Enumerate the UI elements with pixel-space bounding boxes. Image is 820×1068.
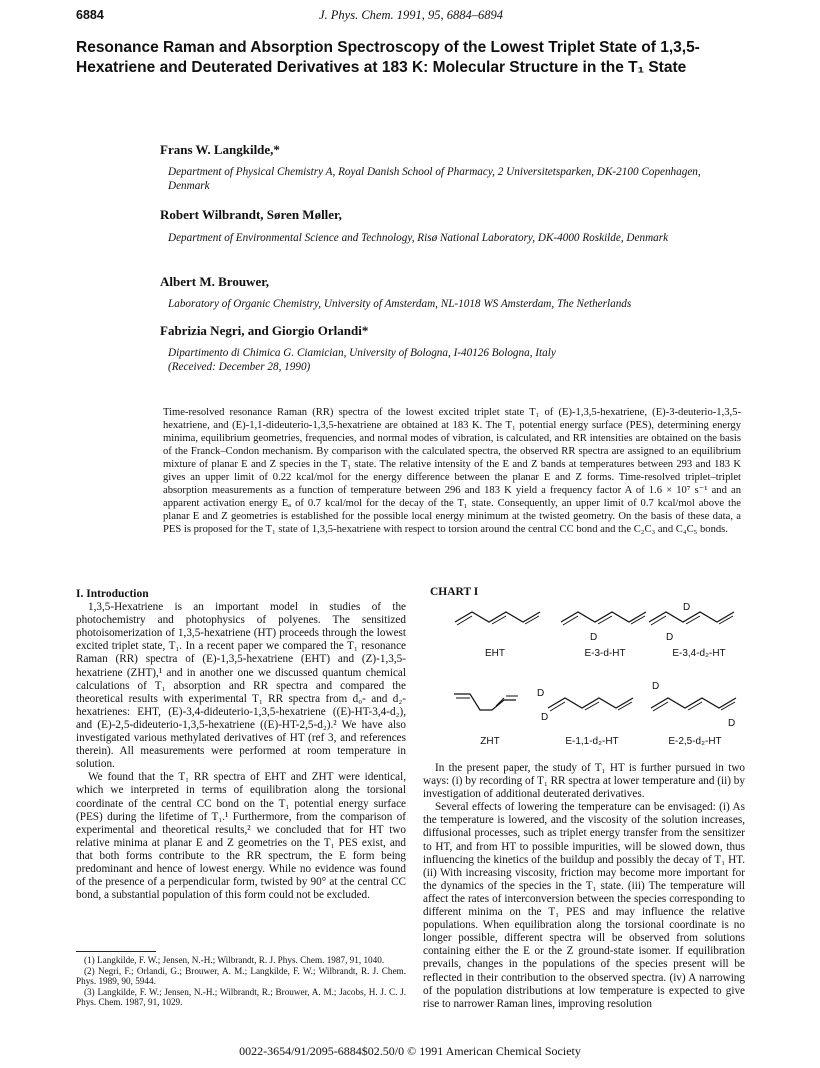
right-column-text	[423, 762, 745, 1011]
introduction-section	[76, 588, 406, 902]
molecule-label: E-2,5-d₂-HT	[668, 736, 722, 747]
deuterium-label: D	[590, 632, 598, 643]
structure-e-1-1-d2-ht	[545, 690, 640, 720]
footnote-3: (3) Langkilde, F. W.; Jensen, N.-H.; Wilbrandt, R.; Brouwer, A. M.; Jacobs, H. J. C. J. Phys. Chem. 1987, 91, 1029.	[76, 986, 406, 1008]
intro-paragraph-2: We found that the T₁ RR spectra of EHT and ZHT were identical, which we interpreted in terms of equilibration along the torsional coordinate of the central CC bond on the T₁ potential energy surface (PES) during the lifetime of T₁.¹ Furthermore, from the comparison of experimental and theoretical results,² we concluded that for HT two relative minima at planar E and Z geometries on the T₁ PES exist, and that both forms contribute to the RR spectrum, the E form being predominant and hence of lowest energy. While no evidence was found of the presence of a perpendicular form, twisted by 90° at the central CC bond, a substantial population of this form could not be excluded.	[76, 771, 406, 902]
author-3: Albert M. Brouwer,	[160, 274, 270, 289]
structure-e-2-5-d2-ht	[648, 690, 743, 720]
deuterium-label: D	[728, 718, 736, 729]
footnote-rule	[76, 951, 156, 952]
deuterium-label: D	[666, 632, 674, 643]
deuterium-label: D	[541, 712, 549, 723]
affiliation-2: Department of Environmental Science and Technology, Risø National Laboratory, DK-4000 Roskilde, Denmark	[168, 232, 669, 244]
structure-e-3-4-d2-ht	[646, 600, 741, 630]
deuterium-label: D	[652, 681, 660, 692]
author-1: Frans W. Langkilde,*	[160, 142, 280, 157]
chart-title: CHART I	[430, 586, 479, 598]
structure-e-3-d-ht	[558, 600, 653, 630]
article-title: Resonance Raman and Absorption Spectroscopy of the Lowest Triplet State of 1,3,5-Hexatriene and Deuterated Derivatives at 183 K: Molecular Structure in the T₁ State	[76, 39, 700, 76]
intro-paragraph-1: 1,3,5-Hexatriene is an important model in studies of the photochemistry and photophysics of polyenes. The sensitized photoisomerization of 1,3,5-hexatriene (HT) proceeds through the lowest excited triplet state, T₁. In a recent paper we compared the T₁ resonance Raman (RR) spectra of (E)-1,3,5-hexatriene (EHT) and (Z)-1,3,5-hexatriene (ZHT),¹ and in another one we discussed quantum chemical calculations of T₁ absorption and RR spectra and compared the theoretical results with experimental T₁ RR spectra from d₀- and d₂-hexatrienes: EHT, (E)-3,4-dideuterio-1,3,5-hexatriene ((E)-HT-3,4-d₂), and (E)-2,5-dideuterio-1,3,5-hexatriene ((E)-HT-2,5-d₂).² We have also investigated various methylated derivatives of HT (ref 3, and references therein). All measurements were performed at room temperature in solution.	[76, 601, 406, 771]
molecule-label: E-1,1-d₂-HT	[565, 736, 619, 747]
structure-zht	[452, 688, 532, 722]
running-header	[76, 8, 746, 24]
deuterium-label: D	[537, 688, 545, 699]
footnotes	[76, 955, 406, 1008]
deuterium-label: D	[683, 602, 691, 613]
page-number: 6884	[76, 8, 104, 22]
abstract	[163, 406, 741, 536]
molecule-label: EHT	[485, 648, 505, 659]
molecule-label: E-3,4-d₂-HT	[672, 648, 726, 659]
affiliation-1: Department of Physical Chemistry A, Royal Danish School of Pharmacy, 2 Universitetsparken, DK-2100 Copenhagen, Denmark	[168, 166, 701, 192]
molecule-label: ZHT	[480, 736, 500, 747]
abstract-text: Time-resolved resonance Raman (RR) spectra of the lowest excited triplet state T₁ of (E)-1,3,5-hexatriene, (E)-3-deuterio-1,3,5-hexatriene, and (E)-1,1-dideuterio-1,3,5-hexatriene are obtained at 183 K. The T₁ potential energy surface (PES), determining energy minima, equilibrium geometries, frequencies, and normal modes of vibration, is calculated, and RR intensities are obtained on the basis of the Franck–Condon mechanism. By comparison with the calculated spectra, the observed RR spectra are assigned to an equilibrium mixture of planar E and Z species in the T₁ state. The relative intensity of the E and Z bands at temperatures between 293 and 183 K gives an upper limit of 0.22 kcal/mol for the energy difference between the planar E and Z forms. Time-resolved triplet–triplet absorption measurements as a function of temperature between 296 and 183 K yield a frequency factor A of 1.6 × 10⁷ s⁻¹ and an apparent activation energy Eₐ of 0.7 kcal/mol for the decay of the T₁ state. Consequently, an upper limit of 0.7 kcal/mol above the planar E and Z geometries is established for the possible local energy minimum at the twisted geometry. On the basis of these data, a PES is proposed for the T₁ state of 1,3,5-hexatriene with respect to torsion around the central CC bond and the C₂C₃ and C₄C₅ bonds.	[163, 407, 741, 535]
footnote-2: (2) Negri, F.; Orlandi, G.; Brouwer, A. M.; Langkilde, F. W.; Wilbrandt, R. J. Chem. Phys. 1989, 90, 5944.	[76, 965, 406, 987]
author-4: Fabrizia Negri, and Giorgio Orlandi*	[160, 323, 369, 338]
footnote-1: (1) Langkilde, F. W.; Jensen, N.-H.; Wilbrandt, R. J. Phys. Chem. 1987, 91, 1040.	[84, 955, 385, 965]
structure-eht	[452, 600, 547, 630]
journal-citation: J. Phys. Chem. 1991, 95, 6884–6894	[318, 8, 503, 22]
affiliation-3: Laboratory of Organic Chemistry, University of Amsterdam, NL-1018 WS Amsterdam, The Netherlands	[168, 298, 632, 310]
section-heading: I. Introduction	[76, 588, 149, 600]
received-date: (Received: December 28, 1990)	[168, 361, 311, 373]
molecule-label: E-3-d-HT	[584, 648, 626, 659]
body-paragraph: Several effects of lowering the temperature can be envisaged: (i) As the temperature is lowered, and the viscosity of the solution increases, diffusional processes, such as triplet energy transfer from the sensitizer to HT, and from HT to possible impurities, will be slowed down, thus influencing the kinetics of the buildup and possibly the decay of T₁ HT. (ii) With increasing viscosity, friction may become more important for the dynamics of the species in the T₁ state. (iii) The temperature will affect the rates of interconversion between the species corresponding to different minima on the T₁ PES and may influence the relative populations. When equilibration along the torsional coordinate is no longer possible, different spectra will be observed from solutions containing either the E or the Z ground-state isomer. If equilibration prevails, changes in the populations of the species present will be reflected in their contribution to the observed spectra. (iv) A narrowing of the population distributions at low temperature is expected to give rise to narrower Raman lines, improving resolution	[423, 801, 745, 1010]
author-2: Robert Wilbrandt, Søren Møller,	[160, 207, 342, 222]
copyright-footer: 0022-3654/91/2095-6884$02.50/0 © 1991 American Chemical Society	[239, 1044, 581, 1058]
affiliation-4: Dipartimento di Chimica G. Ciamician, University of Bologna, I-40126 Bologna, Italy	[168, 347, 556, 359]
body-paragraph: In the present paper, the study of T₁ HT is further pursued in two ways: (i) by recording of T₁ RR spectra at lower temperature and (ii) by investigation of additional deuterated derivatives.	[423, 762, 745, 801]
